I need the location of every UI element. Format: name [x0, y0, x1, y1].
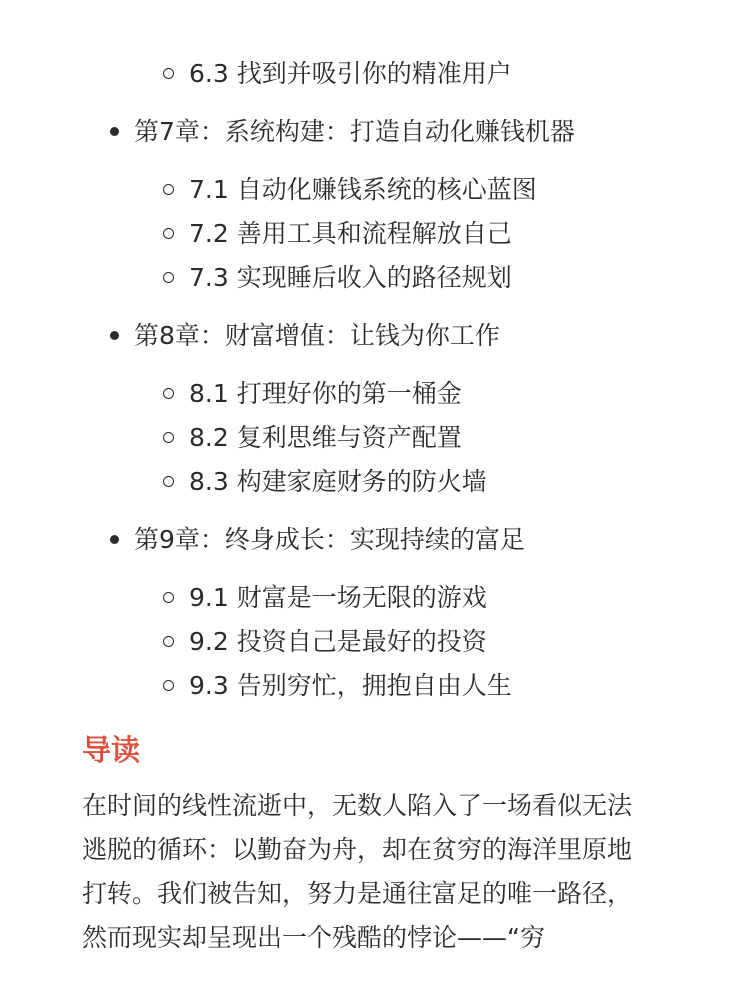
toc-section-8-3	[0, 460, 750, 504]
table-of-contents	[0, 52, 750, 708]
toc-section-label: 9.3 告别穷忙，拥抱自由人生	[189, 671, 512, 700]
toc-chapter-label: 第7章：系统构建：打造自动化赚钱机器	[134, 117, 575, 146]
hollow-circle-bullet-icon	[163, 636, 174, 647]
filled-circle-bullet-icon	[110, 535, 119, 544]
toc-section-label: 9.2 投资自己是最好的投资	[189, 627, 487, 656]
intro-paragraph	[82, 784, 682, 960]
toc-chapter-8	[0, 314, 750, 358]
hollow-circle-bullet-icon	[163, 68, 174, 79]
toc-chapter-label: 第8章：财富增值：让钱为你工作	[134, 321, 500, 350]
filled-circle-bullet-icon	[110, 331, 119, 340]
toc-section-label: 8.1 打理好你的第一桶金	[189, 379, 462, 408]
toc-section-label: 7.1 自动化赚钱系统的核心蓝图	[189, 175, 537, 204]
hollow-circle-bullet-icon	[163, 592, 174, 603]
paragraph-line: 逃脱的循环：以勤奋为舟，却在贫穷的海洋里原地	[82, 835, 633, 864]
hollow-circle-bullet-icon	[163, 184, 174, 195]
toc-section-9-2	[0, 620, 750, 664]
filled-circle-bullet-icon	[110, 127, 119, 136]
toc-section-label: 8.3 构建家庭财务的防火墙	[189, 467, 487, 496]
hollow-circle-bullet-icon	[163, 228, 174, 239]
toc-section-label: 7.3 实现睡后收入的路径规划	[189, 263, 512, 292]
paragraph-line: 打转。我们被告知，努力是通往富足的唯一路径，	[82, 879, 633, 908]
toc-section-9-3	[0, 664, 750, 708]
hollow-circle-bullet-icon	[163, 476, 174, 487]
toc-chapter-9	[0, 518, 750, 562]
paragraph-line: 然而现实却呈现出一个残酷的悖论——“穷	[82, 923, 545, 952]
toc-section-7-2	[0, 212, 750, 256]
toc-section-label: 7.2 善用工具和流程解放自己	[189, 219, 512, 248]
hollow-circle-bullet-icon	[163, 272, 174, 283]
toc-section-7-1	[0, 168, 750, 212]
toc-section-9-1	[0, 576, 750, 620]
toc-section-8-2	[0, 416, 750, 460]
toc-chapter-7	[0, 110, 750, 154]
toc-section-8-1	[0, 372, 750, 416]
hollow-circle-bullet-icon	[163, 432, 174, 443]
toc-chapter-label: 第9章：终身成长：实现持续的富足	[134, 525, 525, 554]
toc-section-label: 8.2 复利思维与资产配置	[189, 423, 462, 452]
paragraph-line: 在时间的线性流逝中，无数人陷入了一场看似无法	[82, 791, 633, 820]
toc-section-label: 6.3 找到并吸引你的精准用户	[189, 59, 512, 88]
hollow-circle-bullet-icon	[163, 680, 174, 691]
intro-heading: 导读	[82, 733, 141, 767]
toc-section-6-3	[0, 52, 750, 96]
toc-section-7-3	[0, 256, 750, 300]
toc-section-label: 9.1 财富是一场无限的游戏	[189, 583, 487, 612]
hollow-circle-bullet-icon	[163, 388, 174, 399]
